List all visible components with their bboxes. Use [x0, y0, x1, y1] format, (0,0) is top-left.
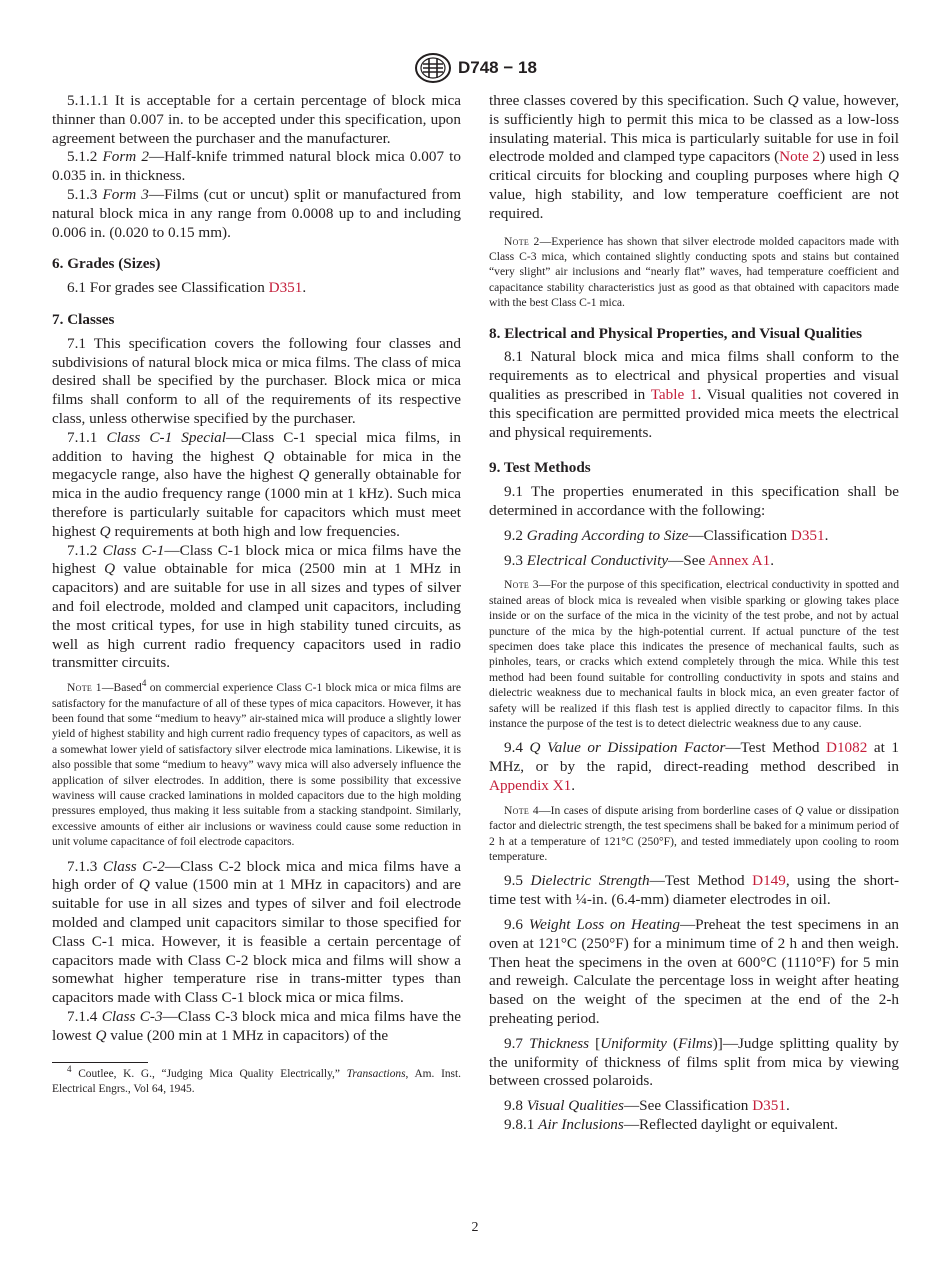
para-7-1: 7.1 This specification covers the following four classes and subdivisions of natural block mica or mica films. The class of mica desired shall be specified by the purchaser. Block mica or mica films shall conform to all of the requirements of its respective class, unless otherwise specified by the purchaser.	[52, 334, 461, 427]
para-8-1: 8.1 Natural block mica and mica films shall conform to the requirements as to electrical and physical properties and visual qualities as prescribed in Table 1. Visual qualities not covered in this specification are permitted provided mica meets the electrical and physical requirements.	[489, 348, 900, 441]
note-4: Note 4—In cases of dispute arising from borderline cases of Q value or dissipation factor and dielectric strength, the test specimens shall be baked for a minimum period of 2 h at a temperature of 121°C (250°F), and tested immediately upon cooling to room temperature.	[489, 803, 899, 864]
link-table-1[interactable]: Table 1	[650, 386, 698, 403]
document-id: D748 − 18	[458, 58, 537, 77]
section-heading-8: 8. Electrical and Physical Properties, and Visual Qualities	[489, 324, 863, 342]
right-column	[489, 92, 899, 1135]
para-7-1-3: 7.1.3 Class C-2—Class C-2 block mica and mica films have a high order of Q value (1500 min at 1 MHz in capacitors) and are suitable for use in all sizes and types of silver and foil electrode molded and clamped unit capacitors similar to those specified for Class C-1 mica. However, it is feasible a certain percentage of capacitors made with Class C-2 block mica and films will show a somewhat higher temperature rise in trans-mitter types than capacitors made with Class C-1 block mica or mica films.	[52, 857, 462, 1007]
link-d1082[interactable]: D1082	[826, 739, 868, 757]
para-9-2: 9.2 Grading According to Size—Classification D351.	[504, 526, 829, 544]
para-9-1: 9.1 The properties enumerated in this specification shall be determined in accordance with the following:	[489, 483, 899, 519]
para-9-6: 9.6 Weight Loss on Heating—Preheat the test specimens in an oven at 121°C (250°F) for a minimum time of 2 h and then weigh. Then heat the specimens in the oven at 600°C (1110°F) for 5 min and reweigh. Calculate the percentage loss in weight after heating based on the weight of the specimen at the end of the 2-h preheating period.	[489, 916, 899, 1028]
para-9-8: 9.8 Visual Qualities—See Classification D351.	[504, 1097, 790, 1115]
page-number: 2	[471, 1220, 479, 1235]
link-note-2[interactable]: Note 2	[779, 148, 821, 166]
link-d149[interactable]: D149	[752, 872, 786, 890]
section-heading-7: 7. Classes	[52, 310, 115, 328]
section-heading-6: 6. Grades (Sizes)	[52, 255, 161, 273]
para-7-1-4-continued: three classes covered by this specification. Such Q value, however, is sufficiently high to permit this mica to be classed as a low-loss insulating material. This mica is particularly suitable for use in foil electrode molded and clamped type capacitors (Note 2) used in less critical circuits for blocking and coupling purposes where high Q value, high stability, and low temperature coefficient are not required.	[489, 92, 900, 222]
para-7-1-1: 7.1.1 Class C-1 Special—Class C-1 special mica films, in addition to having the highest Q obtainable for mica in the megacycle range, also have the highest Q generally obtainable for mica in the audio frequency range (1000 min at 1 kHz). Such mica therefore is particularly suitable for capacitors which must meet highest Q requirements at both high and low frequencies.	[52, 428, 462, 540]
para-9-5: 9.5 Dielectric Strength—Test Method D149, using the short-time test with ¼-in. (6.4-mm) diameter electrodes in oil.	[489, 872, 900, 909]
para-5-1-1-1: 5.1.1.1 It is acceptable for a certain percentage of block mica thinner than 0.007 in. to be accepted under this specification, upon agreement between the purchaser and the manufacturer.	[52, 92, 461, 147]
footnote-divider	[52, 1062, 148, 1063]
left-column	[52, 92, 461, 1097]
para-5-1-3: 5.1.3 Form 3—Films (cut or uncut) split or manufactured from natural block mica in any range from 0.0008 up to and including 0.006 in. (0.020 to 0.15 mm).	[52, 185, 462, 241]
section-heading-9: 9. Test Methods	[489, 459, 591, 477]
note-1: Note 1—Based$^4$ on commercial experience Class C-1 block mica or mica films are satisfactory for the manufacture of all of these types of mica capacitors. However, it has been found that some “medium to heavy” air-stained mica will produce a slightly lower yield of highest stability and high current radio frequency types of capacitors, as well as a somewhat lower yield of satisfactory silver electrode mica laminations. Likewise, it is also possible that some “medium to heavy” wavy mica will also adversely influence the application of silver electrodes. In addition, there is some possibility that excessive waviness will cause cracked laminations in molded capacitors due to the high molding pressures employed, thus making it less suitable from a stacking standpoint. Similarly, excessive amounts of either air inclusions or waviness could cause some reduction in unit volume capacitance of foil electrode capacitors.	[52, 678, 462, 849]
para-9-8-1: 9.8.1 Air Inclusions—Reflected daylight or equivalent.	[504, 1116, 839, 1134]
para-9-4: 9.4 Q Value or Dissipation Factor—Test Method D1082 at 1 MHz, or by the rapid, direct-reading method described in Appendix X1.	[489, 739, 900, 795]
note-3: Note 3—For the purpose of this specification, electrical conductivity in spotted and stained areas of block mica is revealed when visible sparking or glowing takes place inside or on the surface of the mica in the vicinity of the test probe, and not by actual puncture of the mica by the high-potential current. If actual puncture of the test specimen does take place this indicates the presence of mechanical faults, such as pinholes, tears, or cracks which extend completely through the mica. While this test method had been found suitable for controlling conductivity in spots and stains and dielectric weakness due to mechanical faults in block mica, an even greater factor of safety will be realized if this flash test is applied directly to capacitor films. In this instance the purpose of the test is to detect dielectric weakness due to any cause.	[489, 578, 899, 731]
link-annex-a1[interactable]: Annex A1	[708, 551, 771, 569]
para-5-1-2: 5.1.2 Form 2—Half-knife trimmed natural block mica 0.007 to 0.035 in. in thickness.	[52, 148, 461, 185]
para-9-7: 9.7 Thickness [Uniformity (Films)]—Judge splitting quality by the uniformity of thickness of films split from mica by viewing between crossed polaroids.	[489, 1034, 900, 1090]
note-2: Note 2—Experience has shown that silver electrode molded capacitors made with Class C-3 mica, which contained slightly conducting spots and stains but contained “very slight” air inclusions and “nearly flat” waves, had temperature coefficient and capacitance stability characteristics just as good as that obtained with capacitors made with the best Class C-1 mica.	[489, 234, 900, 310]
link-d351[interactable]: D351	[268, 279, 303, 297]
link-appendix-x1[interactable]: Appendix X1	[489, 777, 572, 795]
footnote-4: $^4$ Coutlee, K. G., “Judging Mica Quality Electrically,” Transactions, Am. Inst. Electrical Engrs., Vol 64, 1945.	[52, 1063, 461, 1095]
astm-logo-icon	[413, 52, 453, 84]
link-d351-b[interactable]: D351	[790, 526, 825, 544]
link-d351-c[interactable]: D351	[752, 1097, 786, 1115]
para-6-1: 6.1 For grades see Classification D351.	[67, 279, 307, 297]
para-9-3: 9.3 Electrical Conductivity—See Annex A1.	[504, 551, 774, 569]
para-7-1-4: 7.1.4 Class C-3—Class C-3 block mica and mica films have the lowest Q value (200 min at 1 MHz in capacitors) of the	[52, 1007, 462, 1044]
para-7-1-2: 7.1.2 Class C-1—Class C-1 block mica or mica films have the highest Q value obtainable for mica (2500 min at 1 MHz in capacitors) and are suitable for use in all sizes and types of silver and foil electrode, molded and clamped unit capacitors, including the most critical types, for use in high stability tuned circuits, as well as high current radio frequency capacitors used in radio transmitter circuits.	[52, 541, 462, 672]
